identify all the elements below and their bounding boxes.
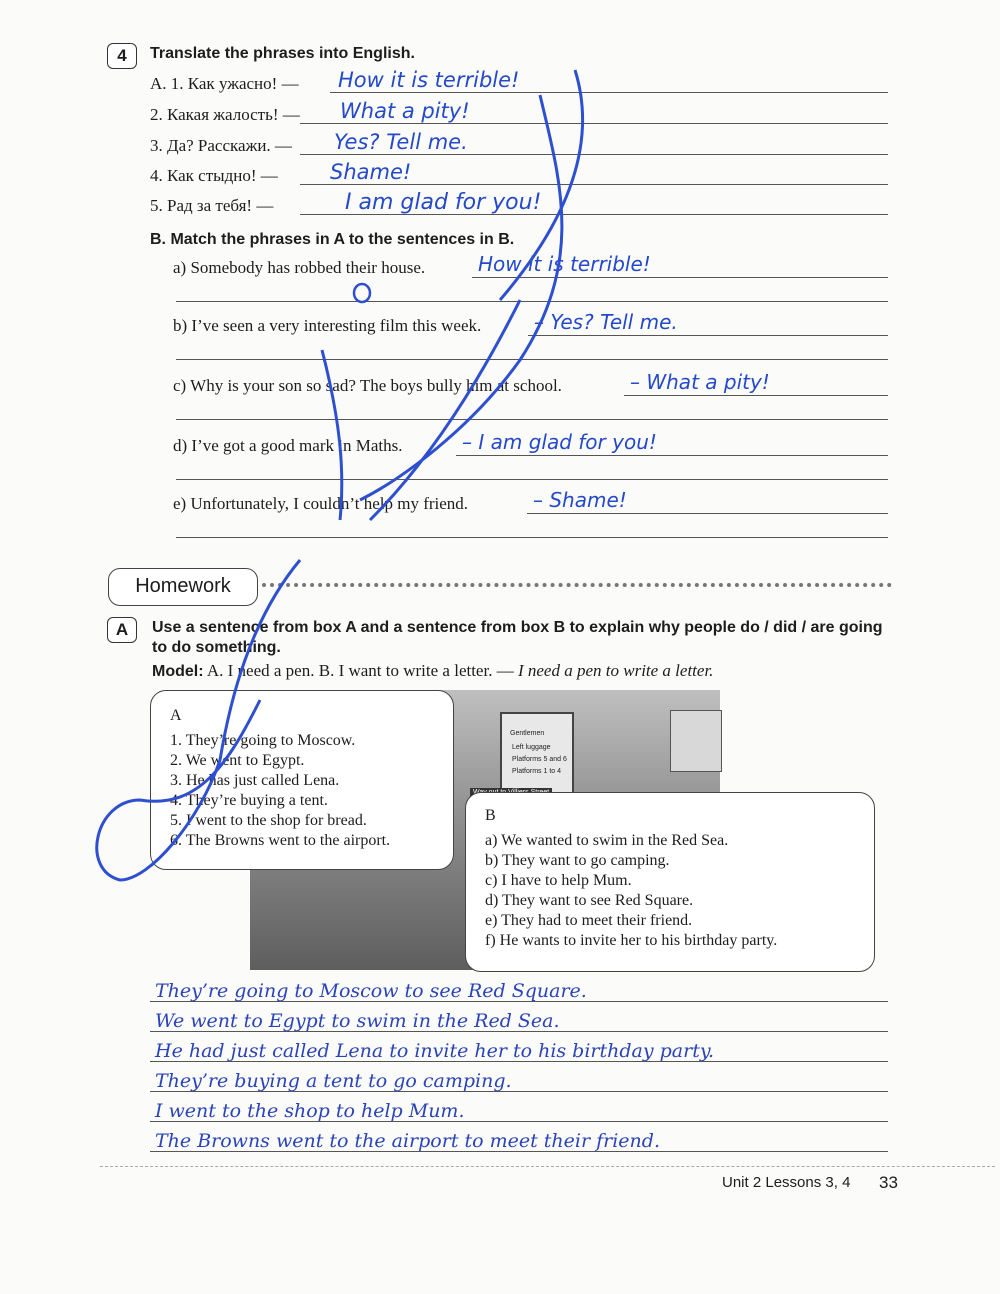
- part-b-sentence: e) Unfortunately, I couldn’t help my friend.: [173, 494, 469, 513]
- exercise-number-badge: 4: [107, 43, 137, 69]
- model-italic: I need a pen to write a letter.: [513, 661, 714, 680]
- part-a-prompt: 5. Рад за тебя! —: [150, 196, 274, 215]
- v-stroke: [322, 300, 520, 520]
- box-b-item: d) They want to see Red Square.: [485, 892, 694, 909]
- handwritten-sentence: He had just called Lena to invite her to his birthday party.: [155, 1040, 715, 1062]
- part-b-title: B. Match the phrases in A to the sentences in B.: [150, 231, 515, 248]
- box-b-item: f) He wants to invite her to his birthday party.: [485, 932, 778, 949]
- box-a-title: A: [170, 707, 182, 724]
- box-a-item: 5. I went to the shop for bread.: [170, 812, 367, 829]
- sign-text-3: Platforms 5 and 6: [512, 756, 567, 763]
- sign-text-4: Platforms 1 to 4: [512, 768, 562, 775]
- sign-text-2: Left luggage: [512, 744, 551, 751]
- box-a-item: 2. We went to Egypt.: [170, 752, 305, 769]
- part-b-sentence: d) I’ve got a good mark in Maths.: [173, 436, 403, 455]
- box-b-item: b) They want to go camping.: [485, 852, 670, 869]
- footer-unit: Unit 2 Lessons 3, 4: [722, 1174, 851, 1191]
- checkmark-stroke: [360, 95, 562, 500]
- box-a-item: 4. They’re buying a tent.: [170, 792, 328, 809]
- handwritten-sentence: They’re going to Moscow to see Red Square.: [155, 980, 587, 1002]
- model-text: A. I need a pen. B. I want to write a letter. —: [203, 661, 514, 680]
- handwritten-match: – Shame!: [533, 488, 627, 512]
- box-a-item: 1. They’re going to Moscow.: [170, 732, 356, 749]
- part-b-sentence: c) Why is your son so sad? The boys bully him at school.: [173, 376, 562, 395]
- exercise-a-badge: A: [107, 617, 137, 643]
- part-a-prompt: A. 1. Как ужасно! —: [150, 74, 299, 93]
- exercise-title: Translate the phrases into English.: [150, 45, 415, 62]
- handwritten-sentence: We went to Egypt to swim in the Red Sea.: [155, 1010, 560, 1032]
- part-a-prompt: 3. Да? Расскажи. —: [150, 136, 292, 155]
- part-b-sentence: b) I’ve seen a very interesting film this week.: [173, 316, 482, 335]
- handwritten-answer: What a pity!: [340, 99, 470, 123]
- handwritten-sentence: They’re buying a tent to go camping.: [155, 1070, 512, 1092]
- handwritten-answer: I am glad for you!: [345, 190, 542, 215]
- handwritten-match: – What a pity!: [630, 370, 770, 394]
- box-b-title: B: [485, 807, 496, 824]
- handwritten-match: How it is terrible!: [478, 252, 651, 276]
- model-label: Model:: [152, 663, 204, 680]
- handwritten-sentence: The Browns went to the airport to meet their friend.: [155, 1130, 660, 1152]
- box-a-item: 3. He has just called Lena.: [170, 772, 340, 789]
- part-a-prompt: 4. Как стыдно! —: [150, 166, 278, 185]
- handwritten-answer: Shame!: [330, 160, 412, 184]
- box-b-item: e) They had to meet their friend.: [485, 912, 693, 929]
- handwritten-answer: How it is terrible!: [338, 68, 520, 92]
- homework-instruction-line2: to do something.: [152, 639, 281, 656]
- handwritten-match: – Yes? Tell me.: [534, 310, 678, 334]
- circle-mark: [354, 284, 370, 302]
- handwritten-match: – I am glad for you!: [462, 430, 657, 454]
- handwritten-answer: Yes? Tell me.: [334, 130, 468, 154]
- homework-tab: Homework: [108, 568, 258, 606]
- box-a-item: 6. The Browns went to the airport.: [170, 832, 391, 849]
- loop-stroke: [97, 560, 300, 880]
- sign-text-1: Gentlemen: [510, 730, 545, 737]
- page-number: 33: [879, 1173, 898, 1192]
- part-a-prompt: 2. Какая жалость! —: [150, 105, 300, 124]
- box-b-item: a) We wanted to swim in the Red Sea.: [485, 832, 729, 849]
- homework-instruction-line1: Use a sentence from box A and a sentence from box B to explain why people do / did / are going: [152, 619, 883, 636]
- handwritten-sentence: I went to the shop to help Mum.: [155, 1100, 465, 1122]
- part-b-sentence: a) Somebody has robbed their house.: [173, 258, 426, 277]
- box-b-item: c) I have to help Mum.: [485, 872, 632, 889]
